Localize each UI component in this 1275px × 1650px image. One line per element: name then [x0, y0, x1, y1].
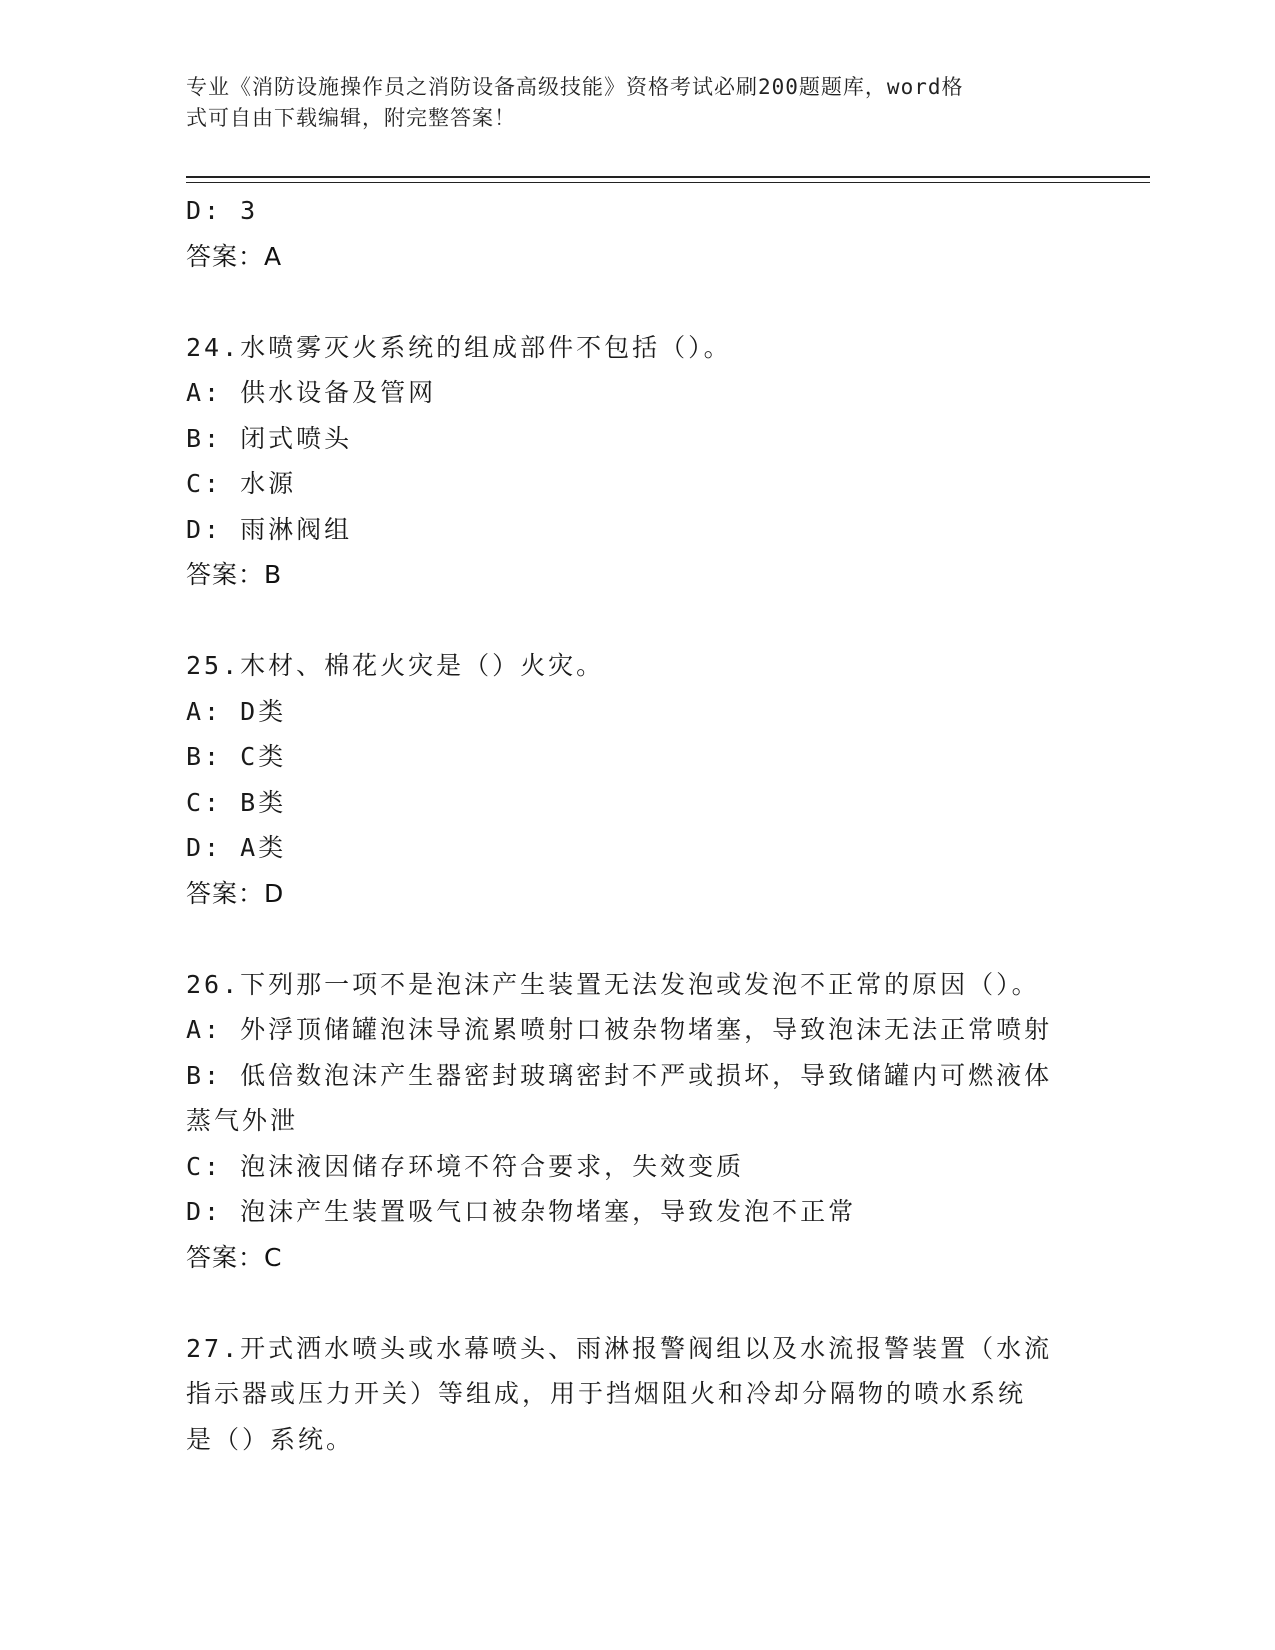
option-c: C: 泡沫液因储存环境不符合要求，失效变质 — [186, 1151, 745, 1181]
header-divider — [186, 176, 1150, 178]
previous-question-tail — [186, 188, 1086, 279]
option-d: D: 3 — [186, 196, 259, 225]
question-26 — [186, 962, 1086, 1281]
question-24 — [186, 325, 1086, 598]
option-c: C: B类 — [186, 787, 287, 817]
answer: 答案：D — [186, 878, 285, 908]
option-a: A: 供水设备及管网 — [186, 378, 437, 407]
option-b: B: 闭式喷头 — [186, 423, 353, 453]
option-b: B: C类 — [186, 742, 287, 771]
option-d: D: 雨淋阀组 — [186, 514, 353, 544]
question-stem: 26.下列那一项不是泡沫产生装置无法发泡或发泡不正常的原因（）。 — [186, 969, 1040, 999]
header-line-2: 式可自由下载编辑，附完整答案！ — [186, 106, 516, 130]
question-27 — [186, 1326, 1086, 1463]
question-stem: 25.木材、棉花火灾是（）火灾。 — [186, 651, 605, 680]
question-stem: 27.开式洒水喷头或水幕喷头、雨淋报警阀组以及水流报警装置（水流 — [186, 1333, 1053, 1363]
option-a: A: 外浮顶储罐泡沫导流累喷射口被杂物堵塞，导致泡沫无法正常喷射 — [186, 1015, 1053, 1044]
option-a: A: D类 — [186, 696, 287, 726]
answer: 答案：A — [186, 241, 283, 271]
question-stem-continued: 指示器或压力开关）等组成，用于挡烟阻火和冷却分隔物的喷水系统 — [186, 1379, 1027, 1408]
question-25 — [186, 643, 1086, 916]
document-header — [186, 72, 1066, 134]
option-b: B: 低倍数泡沫产生器密封玻璃密封不严或损坏，导致储罐内可燃液体 — [186, 1060, 1053, 1090]
header-divider-thin — [186, 182, 1150, 183]
question-stem-continued: 是（）系统。 — [186, 1424, 355, 1454]
question-stem: 24.水喷雾灭火系统的组成部件不包括（）。 — [186, 332, 732, 362]
option-d: D: A类 — [186, 833, 287, 862]
option-b-continued: 蒸气外泄 — [186, 1106, 299, 1135]
question-list — [186, 188, 1086, 1462]
answer: 答案：B — [186, 560, 283, 589]
option-c: C: 水源 — [186, 469, 297, 498]
answer: 答案：C — [186, 1242, 283, 1272]
option-d: D: 泡沫产生装置吸气口被杂物堵塞，导致发泡不正常 — [186, 1197, 857, 1226]
header-line-1: 专业《消防设施操作员之消防设备高级技能》资格考试必刷200题题库，word格 — [186, 75, 964, 99]
